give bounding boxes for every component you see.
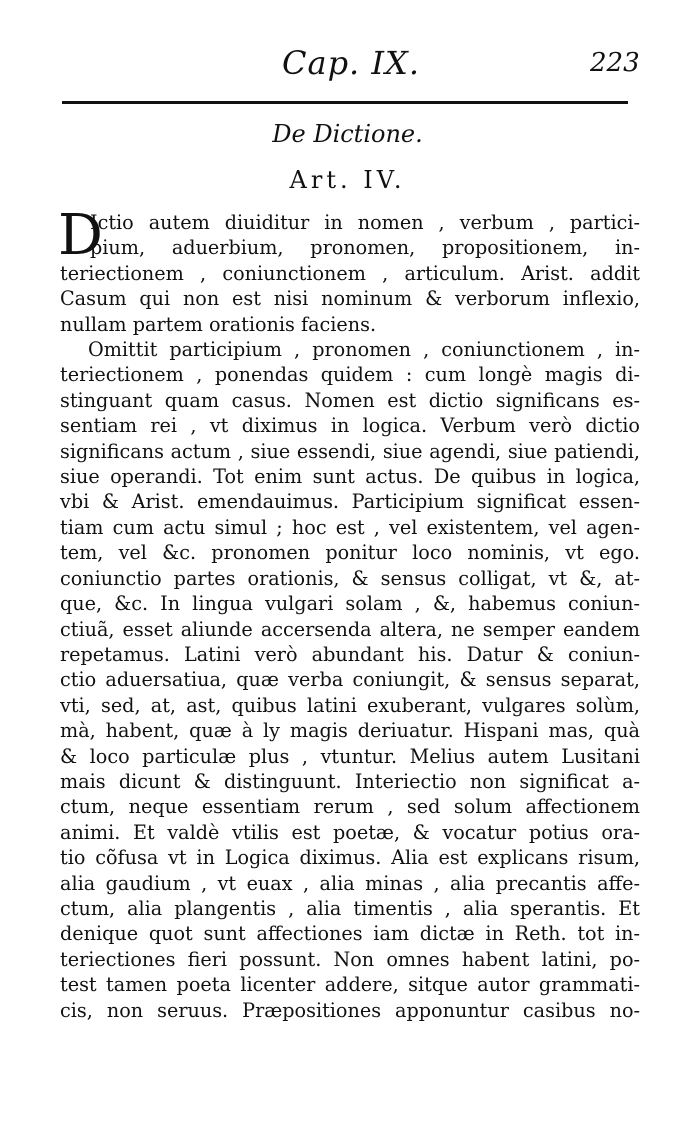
text-line: ctio aduersatiua, quæ verba coniungit, & sensus separat, bbox=[60, 668, 640, 692]
header-rule bbox=[62, 101, 628, 104]
text-line: mais dicunt & distinguunt. Interiectio non significat a- bbox=[60, 769, 640, 793]
text-line: test tamen poeta licenter addere, sitque autor grammati- bbox=[60, 973, 640, 997]
text-line: vti, sed, at, ast, quibus latini exuberant, vulgares solùm, bbox=[60, 693, 640, 717]
text-line: tem, vel &c. pronomen ponitur loco nominis, vt ego. bbox=[60, 541, 640, 565]
text-line: ctum, neque essentiam rerum , sed solum affectionem bbox=[60, 795, 640, 819]
text-line: & loco particulæ plus , vtuntur. Melius autem Lusitani bbox=[60, 744, 640, 768]
text-line: Omittit participium , pronomen , coniunctionem , in- bbox=[88, 338, 640, 362]
chapter-heading: Cap. IX. bbox=[282, 44, 420, 82]
text-line: teriectionem , ponendas quidem : cum longè magis di- bbox=[60, 363, 640, 387]
text-line: teriectionem , coniunctionem , articulum. Arist. addit bbox=[60, 261, 640, 285]
text-line: Casum qui non est nisi nominum & verborum inflexio, bbox=[60, 287, 640, 311]
text-line: animi. Et valdè vtilis est poetæ, & vocatur potius ora- bbox=[60, 820, 640, 844]
running-header bbox=[0, 0, 695, 100]
paragraph-2 bbox=[60, 337, 640, 1023]
text-line: alia gaudium , vt euax , alia minas , alia precantis affe- bbox=[60, 871, 640, 895]
text-line: pium, aduerbium, pronomen, propositionem, in- bbox=[90, 236, 640, 260]
text-line: denique quot sunt affectiones iam dictæ in Reth. tot in- bbox=[60, 922, 640, 946]
text-line: vbi & Arist. emendauimus. Participium significat essen- bbox=[60, 490, 640, 514]
body-text bbox=[58, 203, 640, 1023]
text-line: stinguant quam casus. Nomen est dictio significans es- bbox=[60, 388, 640, 412]
text-line: mà, habent, quæ à ly magis deriuatur. Hispani mas, quà bbox=[60, 719, 640, 743]
text-line: sentiam rei , vt diximus in logica. Verbum verò dictio bbox=[60, 414, 640, 438]
text-line: que, &c. In lingua vulgari solam , &, habemus coniun- bbox=[60, 592, 640, 616]
text-line: Ictio autem diuiditur in nomen , verbum , partici- bbox=[90, 211, 640, 234]
text-line: teriectiones fieri possunt. Non omnes habent latini, po- bbox=[60, 947, 640, 971]
article-heading: Art. IV. bbox=[289, 166, 406, 194]
paragraph-1 bbox=[58, 203, 640, 337]
drop-cap: D bbox=[58, 203, 103, 268]
page-number: 223 bbox=[590, 48, 640, 78]
text-line: significans actum , siue essendi, siue agendi, siue patiendi, bbox=[60, 439, 640, 463]
text-line: coniunctio partes orationis, & sensus colligat, vt &, at- bbox=[60, 566, 640, 590]
text-line: ctiuã, esset aliunde accersenda altera, ne semper eandem bbox=[60, 617, 640, 641]
text-line: tio cõfusa vt in Logica diximus. Alia est explicans risum, bbox=[60, 846, 640, 870]
text-line: tiam cum actu simul ; hoc est , vel existentem, vel agen- bbox=[60, 515, 640, 539]
text-line: ctum, alia plangentis , alia timentis , alia sperantis. Et bbox=[60, 896, 640, 920]
text-line: cis, non seruus. Præpositiones apponuntur casibus no- bbox=[60, 998, 640, 1022]
text-line: repetamus. Latini verò abundant his. Datur & coniun- bbox=[60, 642, 640, 666]
text-line: nullam partem orationis faciens. bbox=[60, 312, 377, 336]
text-line: siue operandi. Tot enim sunt actus. De quibus in logica, bbox=[60, 465, 640, 489]
section-title: De Dictione. bbox=[272, 120, 423, 148]
